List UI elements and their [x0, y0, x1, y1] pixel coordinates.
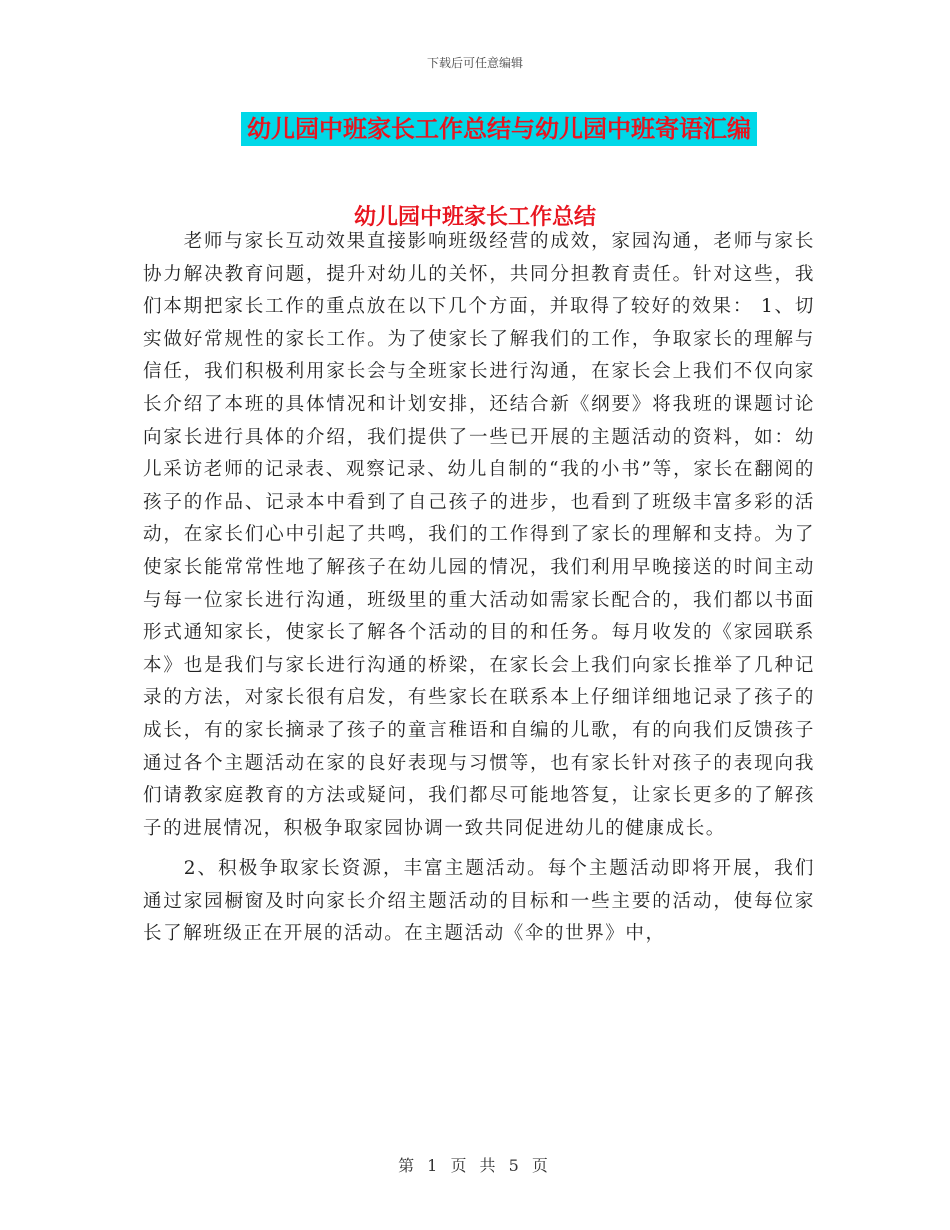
document-body: [143, 226, 815, 951]
body-paragraph-2: 2、积极争取家长资源，丰富主题活动。每个主题活动即将开展，我们通过家园橱窗及时向家长介绍主题活动的目标和一些主要的活动，使每位家长了解班级正在开展的活动。在主题活动《伞的世界》中，: [143, 858, 815, 945]
body-paragraph-1: 老师与家长互动效果直接影响班级经营的成效，家园沟通，老师与家长协力解决教育问题，提升对幼儿的关怀，共同分担教育责任。针对这些，我们本期把家长工作的重点放在以下几个方面，并取得了较好的效果： 1、切实做好常规性的家长工作。为了使家长了解我们的工作，争取家长的理解与信任，我们积极利用家长会与全班家长进行沟通，在家长会上我们不仅向家长介绍了本班的具体情况和计划安排，还结合新《纲要》将我班的课题讨论向家长进行具体的介绍，我们提供了一些已开展的主题活动的资料，如：幼儿采访老师的记录表、观察记录、幼儿自制的“我的小书”等，家长在翻阅的孩子的作品、记录本中看到了自己孩子的进步，也看到了班级丰富多彩的活动，在家长们心中引起了共鸣，我们的工作得到了家长的理解和支持。为了使家长能常常性地了解孩子在幼儿园的情况，我们利用早晚接送的时间主动与每一位家长进行沟通，班级里的重大活动如需家长配合的，我们都以书面形式通知家长，使家长了解各个活动的目的和任务。每月收发的《家园联系本》也是我们与家长进行沟通的桥梁，在家长会上我们向家长推举了几种记录的方法，对家长很有启发，有些家长在联系本上仔细详细地记录了孩子的成长，有的家长摘录了孩子的童言稚语和自编的儿歌，有的向我们反馈孩子通过各个主题活动在家的良好表现与习惯等，也有家长针对孩子的表现向我们请教家庭教育的方法或疑问，我们都尽可能地答复，让家长更多的了解孩子的进展情况，积极争取家园协调一致共同促进幼儿的健康成长。: [143, 231, 815, 839]
document-main-title: 幼儿园中班家长工作总结与幼儿园中班寄语汇编: [241, 112, 757, 146]
page-header-note: 下载后可任意编辑: [426, 56, 523, 70]
page-number-footer: 第 1 页 共 5 页: [398, 1156, 552, 1175]
section-title: 幼儿园中班家长工作总结: [353, 205, 596, 230]
main-title-container: [0, 112, 950, 146]
